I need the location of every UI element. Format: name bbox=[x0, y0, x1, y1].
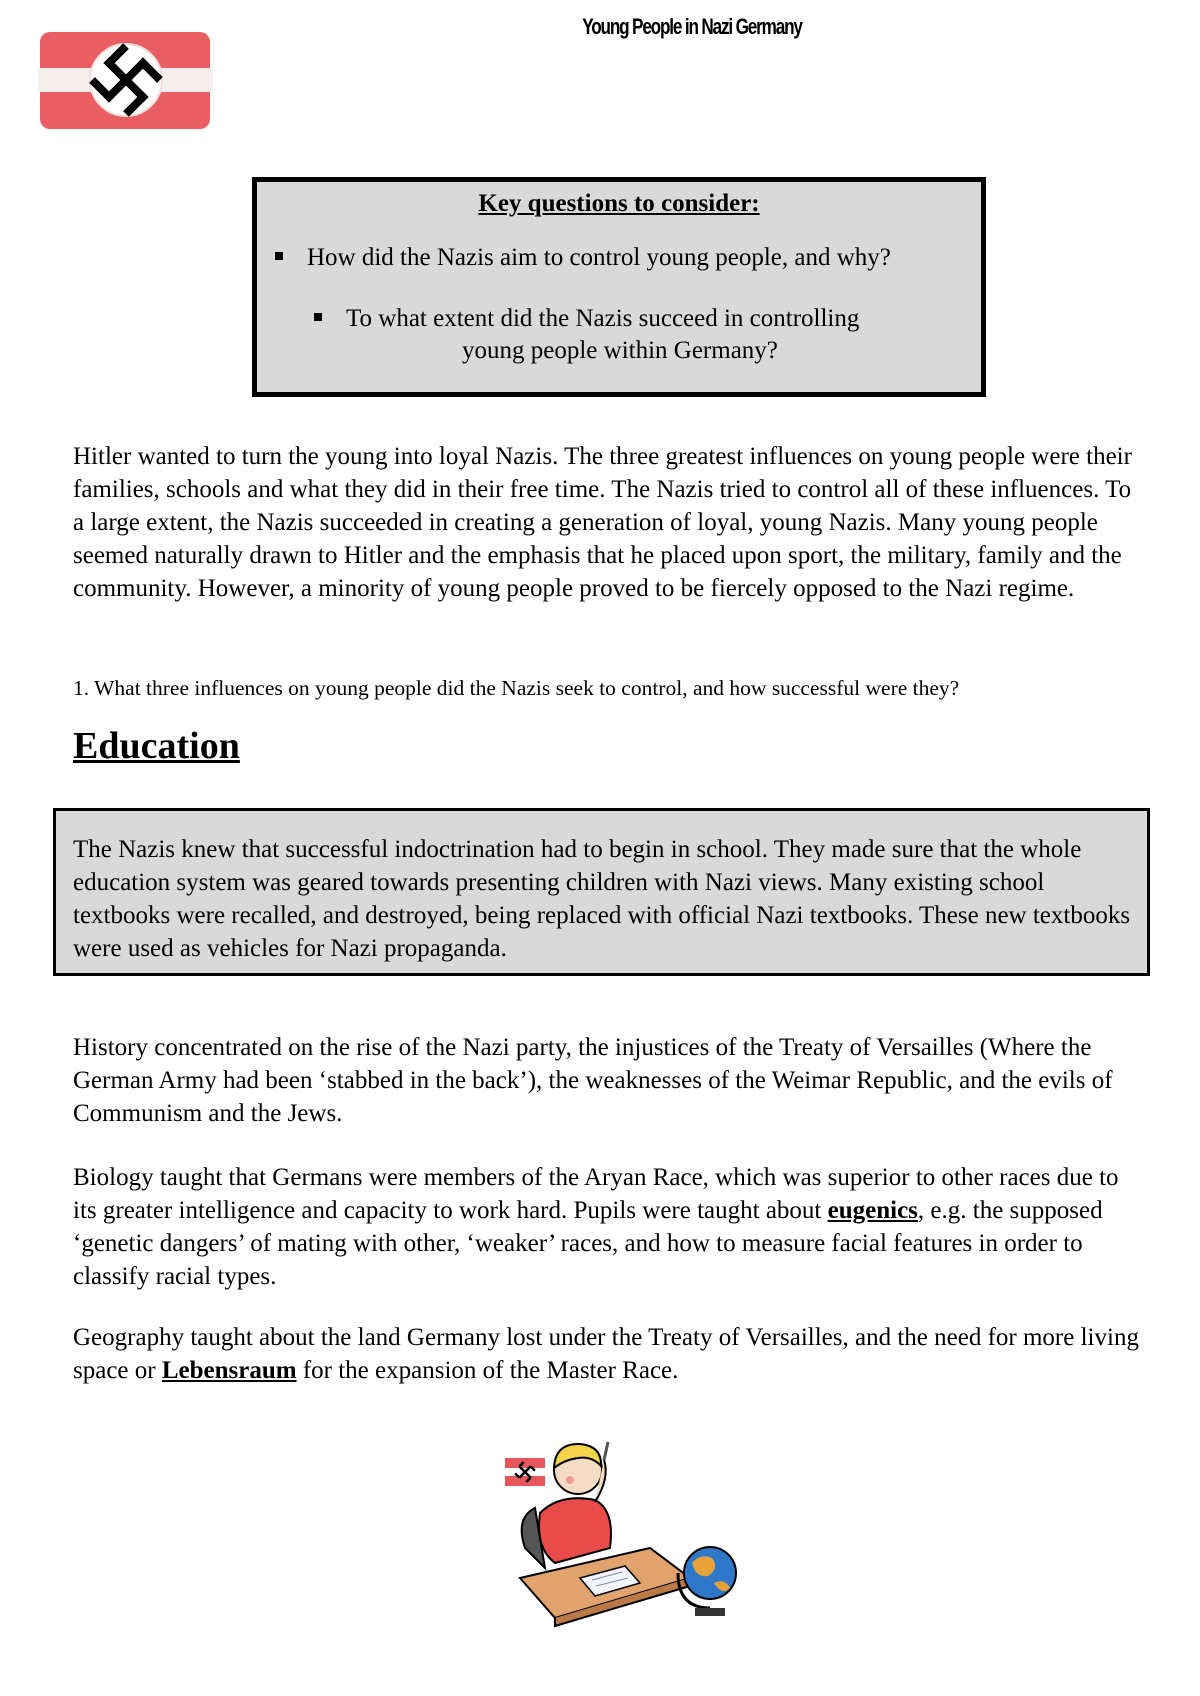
key-questions-heading: Key questions to consider: bbox=[478, 190, 760, 217]
question-1: 1. What three influences on young people did the Nazis seek to control, and how successful were they? bbox=[73, 676, 960, 700]
education-box bbox=[53, 808, 1150, 976]
eugenics-term: eugenics bbox=[827, 1197, 918, 1224]
small-flag-icon bbox=[505, 1458, 545, 1486]
history-paragraph: History concentrated on the rise of the Nazi party, the injustices of the Treaty of Versailles (Where the German Army had been ‘stabbed in the back’), the weaknesses of the Weimar Republic, and the evils of Communism and the Jews. bbox=[73, 1034, 1113, 1127]
key-questions-box bbox=[252, 177, 986, 397]
bullet-square-icon bbox=[314, 313, 322, 321]
education-box-text: The Nazis knew that successful indoctrination had to begin in school. They made sure that the whole education system was geared towards presenting children with Nazi views. Many existing school textbooks were recalled, and destroyed, being replaced with official Nazi textbooks. These new textbooks were used as vehicles for Nazi propaganda. bbox=[73, 836, 1131, 962]
geography-paragraph: Geography taught about the land Germany lost under the Treaty of Versailles, and the need for more living space or Lebensraum for the expansion of the Master Race. bbox=[73, 1324, 1139, 1384]
globe-icon bbox=[678, 1547, 736, 1616]
key-question-2-cont: young people within Germany? bbox=[462, 337, 778, 364]
key-question-1: How did the Nazis aim to control young people, and why? bbox=[275, 244, 891, 272]
page-title: Young People in Nazi Germany bbox=[582, 14, 802, 39]
flag-logo bbox=[38, 28, 213, 133]
lebensraum-term: Lebensraum bbox=[161, 1357, 297, 1384]
biology-paragraph: Biology taught that Germans were members of the Aryan Race, which was superior to other races due to its greater intelligence and capacity to work hard. Pupils were taught about eugenics, e.g. the supposed ‘genetic dangers’ of mating with other, ‘weaker’ races, and how to measure facial features in order to classify racial types. bbox=[73, 1164, 1119, 1290]
education-heading: Education bbox=[73, 725, 240, 767]
student-studying-clipart bbox=[500, 1438, 750, 1628]
intro-paragraph: Hitler wanted to turn the young into loyal Nazis. The three greatest influences on young people were their families, schools and what they did in their free time. The Nazis tried to control all of these influences. To a large extent, the Nazis succeeded in creating a generation of loyal, young Nazis. Many young people seemed naturally drawn to Hitler and the emphasis that he placed upon sport, the military, family and the community. However, a minority of young people proved to be fiercely opposed to the Nazi regime. bbox=[73, 443, 1132, 602]
key-question-2: To what extent did the Nazis succeed in controlling bbox=[314, 305, 859, 333]
bullet-square-icon bbox=[275, 252, 283, 260]
